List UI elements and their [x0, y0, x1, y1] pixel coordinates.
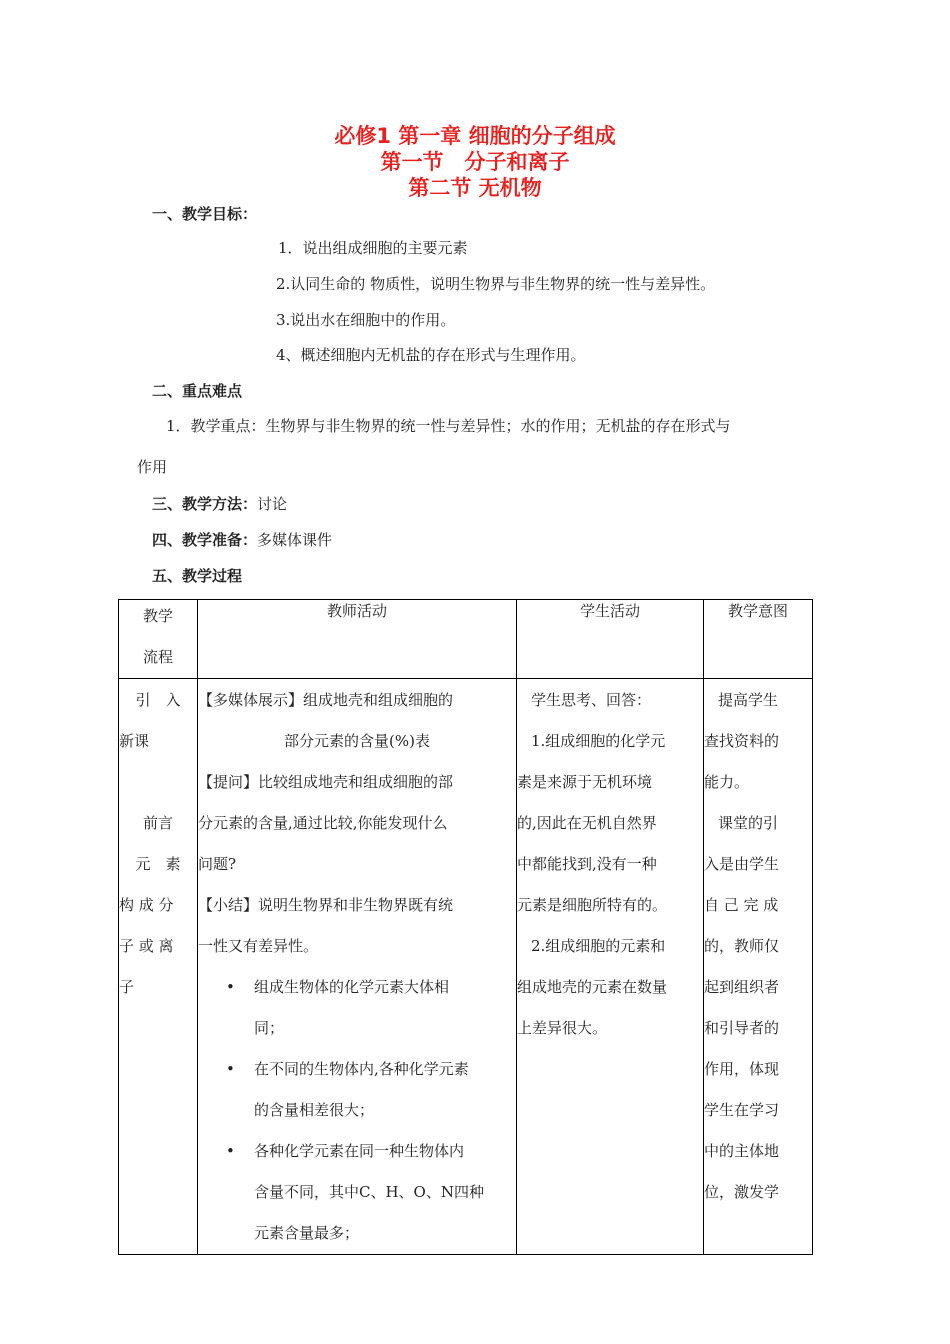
intent-line: 中的主体地: [704, 1142, 780, 1160]
flow-line: 前言: [142, 814, 173, 832]
teacher-activity-cell: [198, 679, 517, 1255]
key-heading: 二、重点难点: [152, 382, 243, 400]
flow-line: 新课: [119, 732, 150, 750]
table-header-row: [119, 600, 813, 679]
teacher-line: 分元素的含量,通过比较,你能发现什么: [198, 814, 448, 832]
intent-line: 能力。: [704, 773, 750, 791]
intent-line: 提高学生: [718, 691, 779, 709]
teacher-line: 一性又有差异性。: [198, 937, 319, 955]
prep-value: 多媒体课件: [257, 531, 333, 549]
intent-line: 自 己 完 成: [704, 896, 779, 914]
summary-bullet-list: [198, 967, 516, 1254]
goal-item-2: 2.认同生命的 物质性，说明生物界与非生物界的统一性与差异性。: [276, 275, 716, 293]
table-row: [119, 679, 813, 1255]
prep-heading: 四、教学准备：: [152, 531, 258, 549]
student-line: 的,因此在无机自然界: [517, 814, 657, 832]
bullet-icon: •: [226, 978, 235, 996]
bullet-icon: •: [226, 1142, 235, 1160]
document-title-line2: 第一节 分子和离子: [380, 150, 570, 174]
goals-section: [152, 204, 257, 224]
goal-item-4: 4、概述细胞内无机盐的存在形式与生理作用。: [276, 346, 586, 364]
intent-line: 课堂的引: [718, 814, 779, 832]
document-title-line3: 第二节 无机物: [408, 176, 542, 200]
method-heading: 三、教学方法：: [152, 495, 258, 513]
prep-section: [152, 530, 332, 550]
method-value: 讨论: [257, 495, 288, 513]
flow-line: 元 素: [135, 855, 181, 873]
header-flow-line2: 流程: [142, 648, 173, 666]
process-heading: 五、教学过程: [152, 567, 243, 585]
teacher-line: 【提问】比较组成地壳和组成细胞的部: [198, 773, 454, 791]
intent-line: 的，教师仅: [704, 937, 780, 955]
teacher-line: 【小结】说明生物界和非生物界既有统: [198, 896, 454, 914]
header-flow-line1: 教学: [142, 607, 173, 625]
flow-line: 子 或 离: [119, 937, 174, 955]
student-line: 上差异很大。: [517, 1019, 608, 1037]
header-intent: 教学意图: [704, 600, 813, 679]
key-point-line1: 1．教学重点：生物界与非生物界的统一性与差异性；水的作用；无机盐的存在形式与: [166, 417, 731, 435]
student-line: 素是来源于无机环境: [517, 773, 653, 791]
bullet-icon: •: [226, 1060, 235, 1078]
bullet-line: 各种化学元素在同一种生物体内: [254, 1142, 465, 1160]
teacher-line: 问题?: [198, 855, 237, 873]
process-section: [152, 566, 242, 586]
intent-line: 入是由学生: [704, 855, 780, 873]
student-line: 组成地壳的元素在数量: [517, 978, 668, 996]
bullet-line: 含量不同，其中C、H、O、N四种: [254, 1183, 484, 1201]
intent-line: 位，激发学: [704, 1183, 780, 1201]
bullet-line: 的含量相差很大；: [254, 1101, 375, 1119]
flow-line: 构 成 分: [119, 896, 174, 914]
goal-item-1: 1．说出组成细胞的主要元素: [278, 239, 468, 257]
student-line: 元素是细胞所特有的。: [517, 896, 668, 914]
student-line: 2.组成细胞的元素和: [531, 937, 666, 955]
flow-cell: [119, 679, 198, 1255]
student-line: 学生思考、回答：: [531, 691, 652, 709]
teacher-line: 部分元素的含量(%)表: [284, 732, 430, 750]
bullet-line: 组成生物体的化学元素大体相: [254, 978, 450, 996]
intent-line: 作用，体现: [704, 1060, 780, 1078]
bullet-line: 同；: [254, 1019, 285, 1037]
intent-line: 和引导者的: [704, 1019, 780, 1037]
list-item: [226, 967, 516, 1049]
header-flow: [119, 600, 198, 679]
document-title-line1: 必修1 第一章 细胞的分子组成: [334, 124, 616, 148]
bullet-line: 在不同的生物体内,各种化学元素: [254, 1060, 469, 1078]
flow-line: 引 入: [135, 691, 181, 709]
key-section: [152, 381, 242, 401]
teacher-line: 【多媒体展示】组成地壳和组成细胞的: [198, 691, 454, 709]
intent-line: 学生在学习: [704, 1101, 780, 1119]
header-student: 学生活动: [517, 600, 704, 679]
list-item: [226, 1131, 516, 1254]
header-teacher: 教师活动: [198, 600, 517, 679]
method-section: [152, 494, 287, 514]
list-item: [226, 1049, 516, 1131]
student-activity-cell: [517, 679, 704, 1255]
student-line: 1.组成细胞的化学元: [531, 732, 666, 750]
key-point-line2: 作用: [137, 458, 168, 476]
flow-line: 子: [119, 978, 135, 996]
student-line: 中都能找到,没有一种: [517, 855, 657, 873]
intent-line: 起到组织者: [704, 978, 780, 996]
goals-heading: 一、教学目标：: [152, 205, 258, 223]
goal-item-3: 3.说出水在细胞中的作用。: [276, 311, 456, 329]
bullet-line: 元素含量最多；: [254, 1224, 360, 1242]
teaching-intent-cell: [704, 679, 813, 1255]
teaching-process-table: [118, 599, 813, 1255]
intent-line: 查找资料的: [704, 732, 780, 750]
